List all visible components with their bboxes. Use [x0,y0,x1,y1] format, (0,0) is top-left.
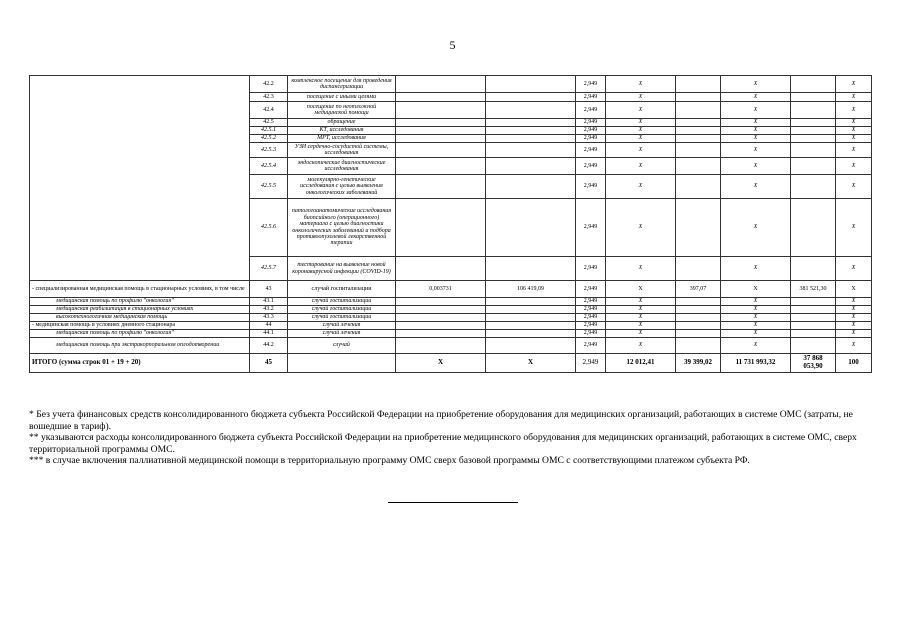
cell-c9: Х [721,281,791,298]
cell-norm: 0,003731 [396,281,486,298]
cell-cost [486,127,576,135]
cell-unit: случай госпитализации [288,314,396,322]
cell-c7: Х [606,281,676,298]
cell-norm [396,306,486,314]
cell-c8 [676,199,721,257]
cell-code: 42.3 [250,93,288,102]
cell-unit: комплексное посещение для проведения диспансеризации [288,76,396,93]
cell-c9: Х [721,306,791,314]
table-row [30,298,872,306]
cell-unit: случай лечения [288,322,396,330]
cell-coef: 2,949 [576,76,606,93]
cell-c11: Х [836,298,872,306]
cell-cost [486,306,576,314]
table-row [30,330,872,338]
cell-coef: 2,949 [576,143,606,158]
cell-coef: 2,949 [576,338,606,354]
cell-unit: эндоскопические диагностические исследования [288,158,396,175]
total-cell-c9: 11 731 993,32 [721,354,791,373]
cell-cost [486,158,576,175]
total-cell-norm: Х [396,354,486,373]
cell-c10 [791,135,836,143]
cell-code: 43.1 [250,298,288,306]
cell-c11: Х [836,127,872,135]
total-cell-name: ИТОГО (сумма строк 01 + 19 + 20) [30,354,250,373]
cell-code: 42.5.1 [250,127,288,135]
cell-code: 44.2 [250,338,288,354]
cell-c10 [791,127,836,135]
cell-c10 [791,175,836,199]
cell-norm [396,158,486,175]
cell-c9: Х [721,93,791,102]
cell-c11: Х [836,281,872,298]
cell-c7: Х [606,257,676,281]
cell-coef: 2,949 [576,281,606,298]
cell-unit: КТ, исследования [288,127,396,135]
cell-norm [396,298,486,306]
total-cell-code: 45 [250,354,288,373]
cell-name: - медицинская помощь в условиях дневного стационара [30,322,250,330]
cell-code: 43.3 [250,314,288,322]
cell-coef: 2,949 [576,93,606,102]
cell-c7: Х [606,175,676,199]
cell-cost [486,93,576,102]
total-cell-coef: 2,949 [576,354,606,373]
cell-c10 [791,338,836,354]
cell-cost [486,76,576,93]
cell-code: 42.5.3 [250,143,288,158]
cell-norm [396,330,486,338]
cell-c9: Х [721,102,791,119]
cell-norm [396,257,486,281]
cell-name: медицинская реабилитация в стационарных условиях [30,306,250,314]
cell-coef: 2,949 [576,102,606,119]
cell-c9: Х [721,322,791,330]
cell-coef: 2,949 [576,257,606,281]
cell-c11: Х [836,175,872,199]
cell-c11: Х [836,199,872,257]
cell-cost [486,330,576,338]
cell-c10 [791,199,836,257]
cell-norm [396,199,486,257]
cell-cost [486,257,576,281]
cell-c7: Х [606,314,676,322]
cell-norm [396,314,486,322]
cell-c8 [676,338,721,354]
cell-c11: Х [836,314,872,322]
cell-c10 [791,143,836,158]
cell-c10 [791,257,836,281]
cell-c9: Х [721,135,791,143]
cell-coef: 2,949 [576,298,606,306]
cell-c7: Х [606,76,676,93]
cell-c11: Х [836,135,872,143]
cell-name [30,76,250,281]
cell-code: 42.4 [250,102,288,119]
cell-c7: Х [606,127,676,135]
cell-c8 [676,257,721,281]
cell-cost [486,322,576,330]
cell-c8 [676,76,721,93]
cell-c8 [676,298,721,306]
cell-unit: случай госпитализации [288,281,396,298]
total-cell-c10: 37 868 053,90 [791,354,836,373]
cell-unit: МРТ, исследования [288,135,396,143]
cell-code: 42.2 [250,76,288,93]
cell-c7: Х [606,298,676,306]
cell-unit: обращение [288,119,396,127]
table-row [30,322,872,330]
cell-c9: Х [721,127,791,135]
cell-c9: Х [721,143,791,158]
cell-unit: случай лечения [288,330,396,338]
cell-c8 [676,330,721,338]
cell-unit: молекулярно-генетические исследования с целью выявления онкологических заболеваний [288,175,396,199]
cell-c7: Х [606,306,676,314]
cell-norm [396,119,486,127]
cell-norm [396,143,486,158]
cell-coef: 2,949 [576,158,606,175]
cell-unit: посещение с иными целями [288,93,396,102]
cell-c7: Х [606,143,676,158]
cell-name: высокотехнологичная медицинская помощь [30,314,250,322]
cell-c9: Х [721,330,791,338]
cell-cost [486,135,576,143]
cell-norm [396,127,486,135]
end-rule [388,502,518,503]
table-row [30,338,872,354]
total-cell-c8: 39 399,02 [676,354,721,373]
cell-cost [486,119,576,127]
page-number: 5 [449,38,456,52]
cell-code: 42.5.2 [250,135,288,143]
cell-c8 [676,143,721,158]
cell-c10 [791,102,836,119]
cell-c11: Х [836,257,872,281]
cell-unit: тестирование на выявление новой коронавирусной инфекции (COVID-19) [288,257,396,281]
cell-c7: Х [606,158,676,175]
cell-c8 [676,322,721,330]
cell-cost [486,102,576,119]
cell-c11: Х [836,306,872,314]
cell-c7: Х [606,102,676,119]
cell-cost [486,175,576,199]
cell-coef: 2,949 [576,314,606,322]
cell-c10 [791,76,836,93]
cell-c9: Х [721,175,791,199]
cell-coef: 2,949 [576,119,606,127]
cell-c8 [676,314,721,322]
cell-c8 [676,306,721,314]
cell-unit: посещение по неотложной медицинской помощи [288,102,396,119]
cell-name: медицинская помощь по профилю "онкология" [30,330,250,338]
cell-cost [486,338,576,354]
cell-cost [486,298,576,306]
cell-coef: 2,949 [576,199,606,257]
cell-c7: Х [606,338,676,354]
total-cell-unit [288,354,396,373]
cell-c10: 381 521,30 [791,281,836,298]
cell-c7: Х [606,93,676,102]
cell-c7: Х [606,199,676,257]
financing-table [29,75,872,373]
cell-norm [396,76,486,93]
cell-norm [396,338,486,354]
cell-cost [486,143,576,158]
cell-c9: Х [721,338,791,354]
cell-c9: Х [721,119,791,127]
cell-c9: Х [721,199,791,257]
cell-c11: Х [836,102,872,119]
cell-c8 [676,158,721,175]
cell-coef: 2,949 [576,306,606,314]
cell-c10 [791,314,836,322]
cell-cost: 106 419,09 [486,281,576,298]
table-row [30,314,872,322]
cell-c10 [791,158,836,175]
footnote-2: ** указываются расходы консолидированного бюджета субъекта Российской Федерации на приобретение медицинского оборудования для медицинских организаций, работающих в системе ОМС, сверх территориальной программы ОМС. [29,432,857,455]
total-cell-cost: Х [486,354,576,373]
cell-code: 44 [250,322,288,330]
cell-unit: случай [288,338,396,354]
cell-c11: Х [836,330,872,338]
cell-norm [396,135,486,143]
cell-coef: 2,949 [576,127,606,135]
table-row [30,281,872,298]
cell-c10 [791,298,836,306]
table-body [30,76,872,373]
cell-c10 [791,93,836,102]
cell-code: 42.5.4 [250,158,288,175]
cell-c7: Х [606,322,676,330]
cell-c9: Х [721,158,791,175]
table-row [30,306,872,314]
cell-coef: 2,949 [576,135,606,143]
cell-cost [486,199,576,257]
cell-c10 [791,330,836,338]
cell-c10 [791,119,836,127]
cell-c11: Х [836,93,872,102]
cell-c7: Х [606,330,676,338]
cell-c8 [676,102,721,119]
cell-name: медицинская помощь по профилю "онкология" [30,298,250,306]
footnote-3: *** в случае включения паллиативной медицинской помощи в территориальную программу ОМС сверх базовой программы ОМС с соответствующими платежом субъекта РФ. [29,455,750,467]
cell-c7: Х [606,119,676,127]
cell-coef: 2,949 [576,330,606,338]
cell-c11: Х [836,76,872,93]
cell-c9: Х [721,298,791,306]
cell-norm [396,102,486,119]
cell-c8 [676,119,721,127]
table-row [30,76,872,93]
cell-c11: Х [836,119,872,127]
cell-c8 [676,93,721,102]
cell-c9: Х [721,76,791,93]
cell-c8 [676,175,721,199]
cell-name: медицинская помощь при экстракорпоральном оплодотворении [30,338,250,354]
cell-name: - специализированная медицинская помощь в стационарных условиях, в том числе [30,281,250,298]
cell-c11: Х [836,143,872,158]
total-cell-c11: 100 [836,354,872,373]
cell-cost [486,314,576,322]
cell-c9: Х [721,314,791,322]
total-cell-c7: 12 012,41 [606,354,676,373]
cell-coef: 2,949 [576,175,606,199]
cell-c11: Х [836,158,872,175]
cell-c11: Х [836,322,872,330]
cell-unit: УЗИ сердечно-сосудистой системы, исследования [288,143,396,158]
cell-c10 [791,322,836,330]
cell-code: 42.5.6 [250,199,288,257]
cell-unit: случай госпитализации [288,298,396,306]
total-row [30,354,872,373]
cell-c8 [676,127,721,135]
cell-code: 42.5 [250,119,288,127]
cell-unit: случай госпитализации [288,306,396,314]
cell-unit: патологоанатомические исследования биопсийного (операционного) материала с целью диагностики онкологических заболеваний и подбора противоопухолевой лекарственной терапии [288,199,396,257]
cell-c7: Х [606,135,676,143]
cell-c8 [676,135,721,143]
cell-code: 44.1 [250,330,288,338]
cell-norm [396,175,486,199]
cell-c10 [791,306,836,314]
cell-coef: 2,949 [576,322,606,330]
cell-c8: 397,07 [676,281,721,298]
cell-code: 43 [250,281,288,298]
cell-c9: Х [721,257,791,281]
cell-code: 42.5.7 [250,257,288,281]
footnotes [29,409,875,467]
cell-norm [396,93,486,102]
cell-code: 43.2 [250,306,288,314]
cell-code: 42.5.5 [250,175,288,199]
cell-norm [396,322,486,330]
cell-c11: Х [836,338,872,354]
footnote-1: * Без учета финансовых средств консолидированного бюджета субъекта Российской Федерации на приобретение оборудования для медицинских организаций, работающих в системе ОМС (затраты, не вошедшие в тариф). [29,409,853,432]
